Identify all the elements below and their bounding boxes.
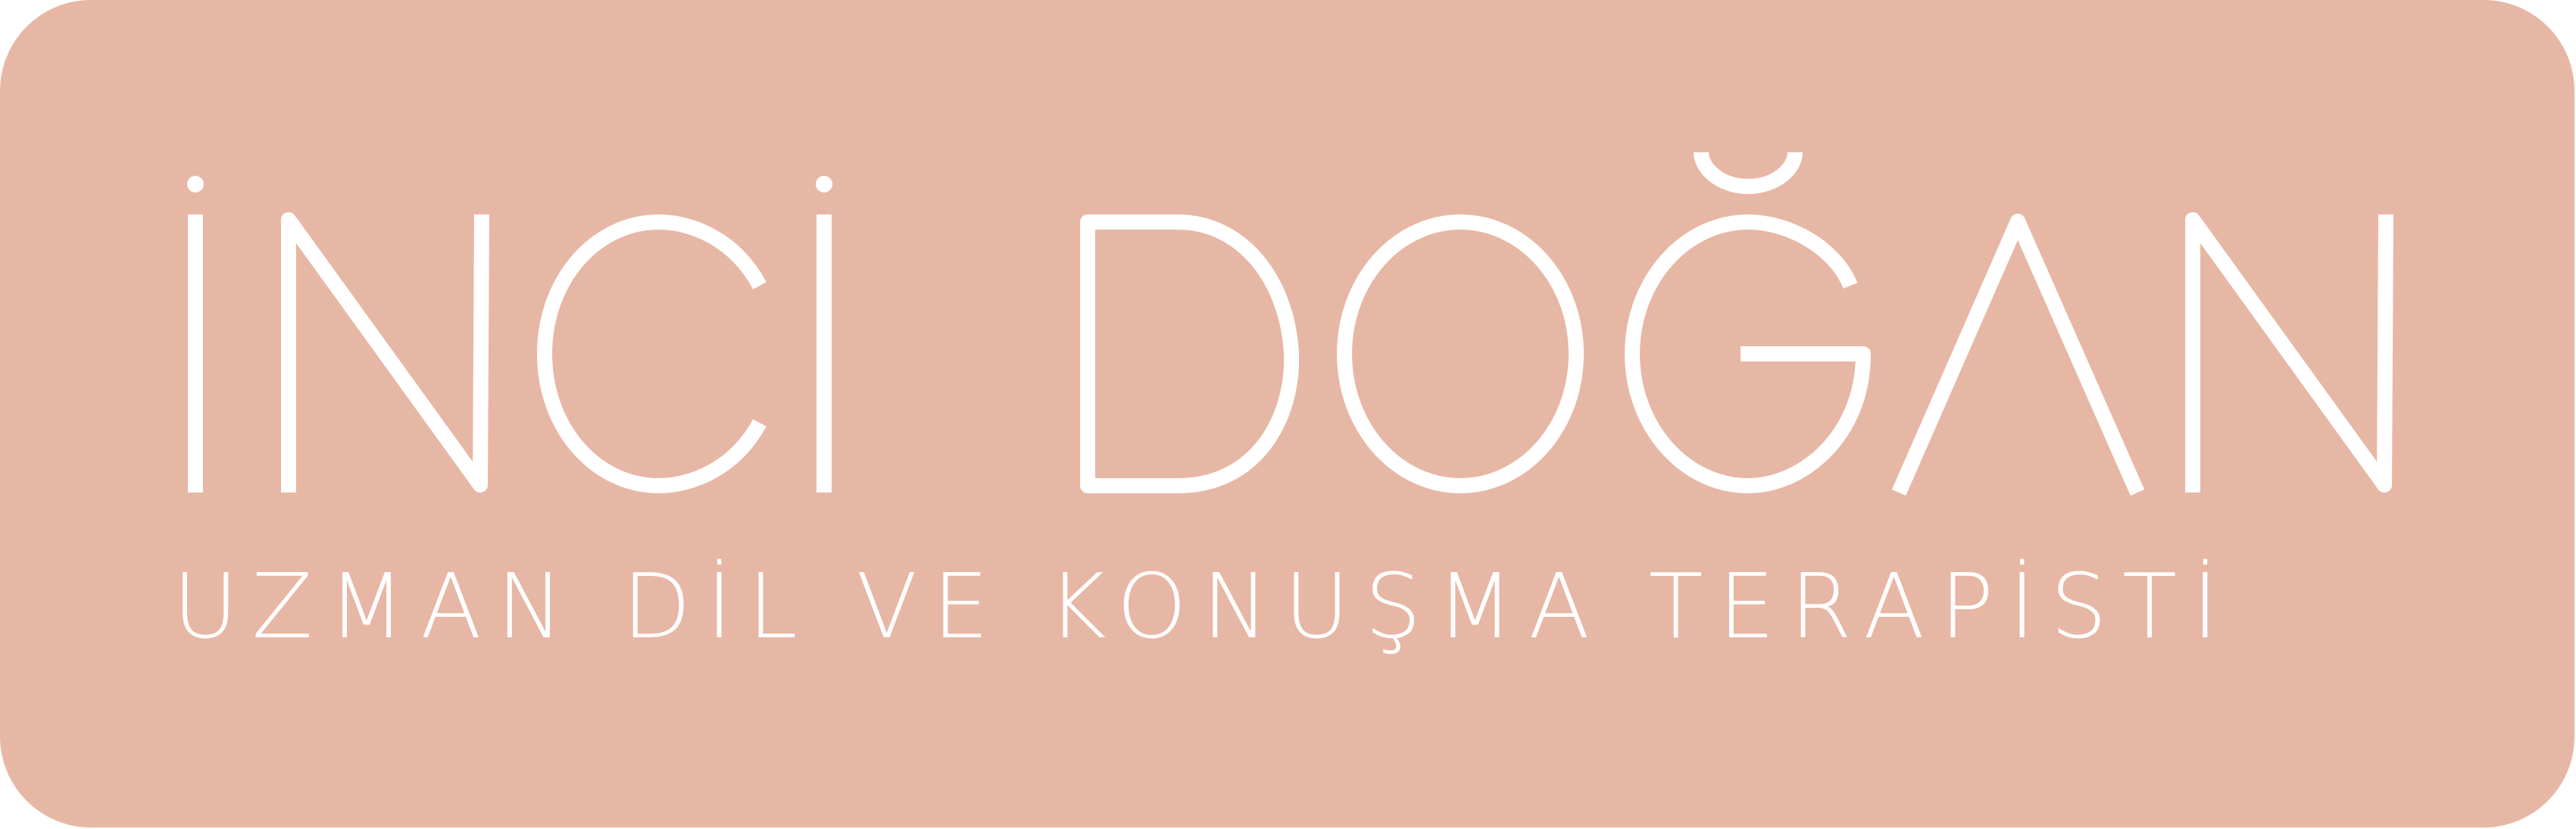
letter-o (1344, 222, 1576, 486)
letter-a-lambda (1899, 221, 2137, 493)
letter-n-2 (2193, 214, 2386, 493)
letter-i-dotted-2 (816, 176, 832, 493)
letter-d (1088, 222, 1291, 486)
letter-g-breve (1632, 152, 1863, 486)
subtitle: UZMAN DİL VE KONUŞMA TERAPİSTİ (173, 554, 2234, 659)
letter-c (545, 222, 760, 486)
letter-n (289, 214, 482, 493)
letter-i-dotted (187, 176, 204, 493)
